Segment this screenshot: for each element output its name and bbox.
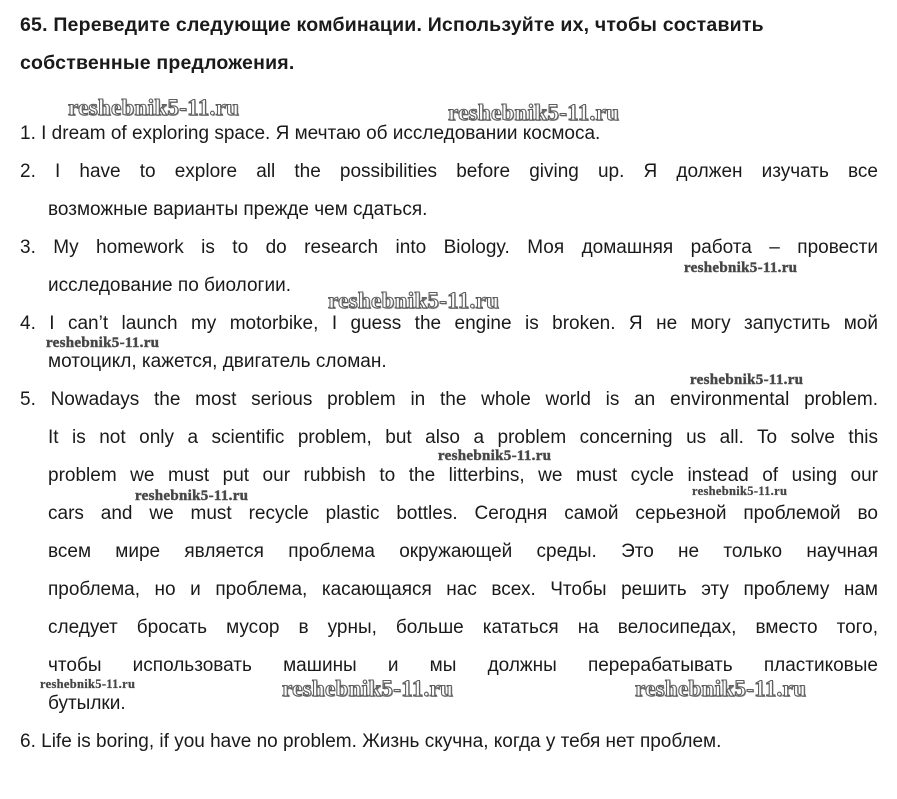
watermark: reshebnik5-11.ru <box>328 288 500 313</box>
sentence-5: 5. Nowadays the most serious problem in the whole world is an environmental problem. <box>20 389 878 410</box>
watermark: reshebnik5-11.ru <box>68 95 240 120</box>
sentence-5-line-7: следует бросать мусор в урны, больше кататься на велосипедах, вместо того, <box>48 617 878 638</box>
sentence-4-cont: мотоцикл, кажется, двигатель сломан. <box>48 351 387 372</box>
watermark: reshebnik5-11.ru <box>282 676 454 701</box>
sentence-5-line-4: cars and we must recycle plastic bottles. Сегодня самой серьезной проблемой во <box>48 503 878 524</box>
sentence-5-line-5: всем мире является проблема окружающей среды. Это не только научная <box>48 541 878 562</box>
sentence-6: 6. Life is boring, if you have no problem. Жизнь скучна, когда у тебя нет проблем. <box>20 731 722 752</box>
sentence-4: 4. I can’t launch my motorbike, I guess the engine is broken. Я не могу запустить мой <box>20 313 878 334</box>
sentence-5-line-8: чтобы использовать машины и мы должны перерабатывать пластиковые <box>48 655 878 676</box>
heading-line-1: 65. Переведите следующие комбинации. Используйте их, чтобы составить <box>20 14 764 36</box>
watermark: reshebnik5-11.ru <box>635 676 807 701</box>
sentence-5-line-3: problem we must put our rubbish to the litterbins, we must cycle instead of using our <box>48 465 878 486</box>
watermark: reshebnik5-11.ru <box>690 372 804 388</box>
heading-line-2: собственные предложения. <box>20 52 295 74</box>
sentence-2: 2. I have to explore all the possibilities before giving up. Я должен изучать все <box>20 161 878 182</box>
watermark: reshebnik5-11.ru <box>40 677 136 691</box>
watermark: reshebnik5-11.ru <box>135 488 249 504</box>
watermark: reshebnik5-11.ru <box>46 335 160 351</box>
sentence-5-line-6: проблема, но и проблема, касающаяся нас всех. Чтобы решить эту проблему нам <box>48 579 878 600</box>
watermark: reshebnik5-11.ru <box>684 260 798 276</box>
exercise-heading <box>20 6 880 82</box>
watermark: reshebnik5-11.ru <box>448 100 620 125</box>
sentence-3-cont: исследование по биологии. <box>48 275 291 296</box>
sentence-1: 1. I dream of exploring space. Я мечтаю об исследовании космоса. <box>20 123 601 144</box>
sentence-2-cont: возможные варианты прежде чем сдаться. <box>48 199 428 220</box>
watermark: reshebnik5-11.ru <box>438 448 552 464</box>
sentence-3: 3. My homework is to do research into Biology. Моя домашняя работа – провести <box>20 237 878 258</box>
watermark: reshebnik5-11.ru <box>692 484 788 498</box>
sentence-5-line-9: бутылки. <box>48 693 126 714</box>
sentence-5-line-2: It is not only a scientific problem, but also a problem concerning us all. To solve this <box>48 427 878 448</box>
